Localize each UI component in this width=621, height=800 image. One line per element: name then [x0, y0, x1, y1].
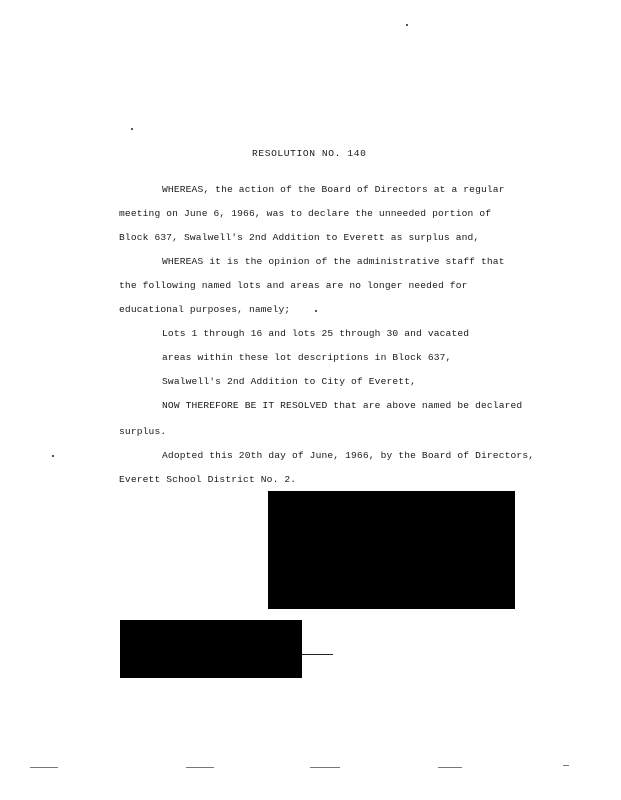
- body-line-9: Swalwell's 2nd Addition to City of Everett,: [162, 376, 417, 387]
- body-line-13: Everett School District No. 2.: [119, 474, 297, 485]
- footer-scan-mark: [30, 767, 58, 768]
- body-line-10: NOW THEREFORE BE IT RESOLVED that are above named be declared: [162, 400, 523, 411]
- body-line-1: WHEREAS, the action of the Board of Directors at a regular: [162, 184, 505, 195]
- redaction-block-signatures: [268, 491, 515, 609]
- body-line-11: surplus.: [119, 426, 167, 437]
- signature-line: [302, 654, 333, 655]
- redaction-block-secretary: [120, 620, 302, 678]
- body-line-6: educational purposes, namely;: [119, 304, 291, 315]
- body-line-8: areas within these lot descriptions in Block 637,: [162, 352, 452, 363]
- body-line-2: meeting on June 6, 1966, was to declare the unneeded portion of: [119, 208, 492, 219]
- body-line-7: Lots 1 through 16 and lots 25 through 30 and vacated: [162, 328, 470, 339]
- scan-speck: [406, 24, 408, 26]
- scan-speck: [52, 455, 54, 457]
- footer-scan-mark: [310, 767, 340, 768]
- scan-speck: [131, 128, 133, 130]
- footer-scan-mark: [438, 767, 462, 768]
- body-line-12: Adopted this 20th day of June, 1966, by the Board of Directors,: [162, 450, 535, 461]
- footer-scan-mark: [563, 765, 569, 766]
- body-line-5: the following named lots and areas are no longer needed for: [119, 280, 468, 291]
- scan-speck: [315, 310, 317, 312]
- body-line-3: Block 637, Swalwell's 2nd Addition to Everett as surplus and,: [119, 232, 480, 243]
- footer-scan-mark: [186, 767, 214, 768]
- body-line-4: WHEREAS it is the opinion of the administrative staff that: [162, 256, 505, 267]
- resolution-title: RESOLUTION NO. 140: [252, 148, 367, 159]
